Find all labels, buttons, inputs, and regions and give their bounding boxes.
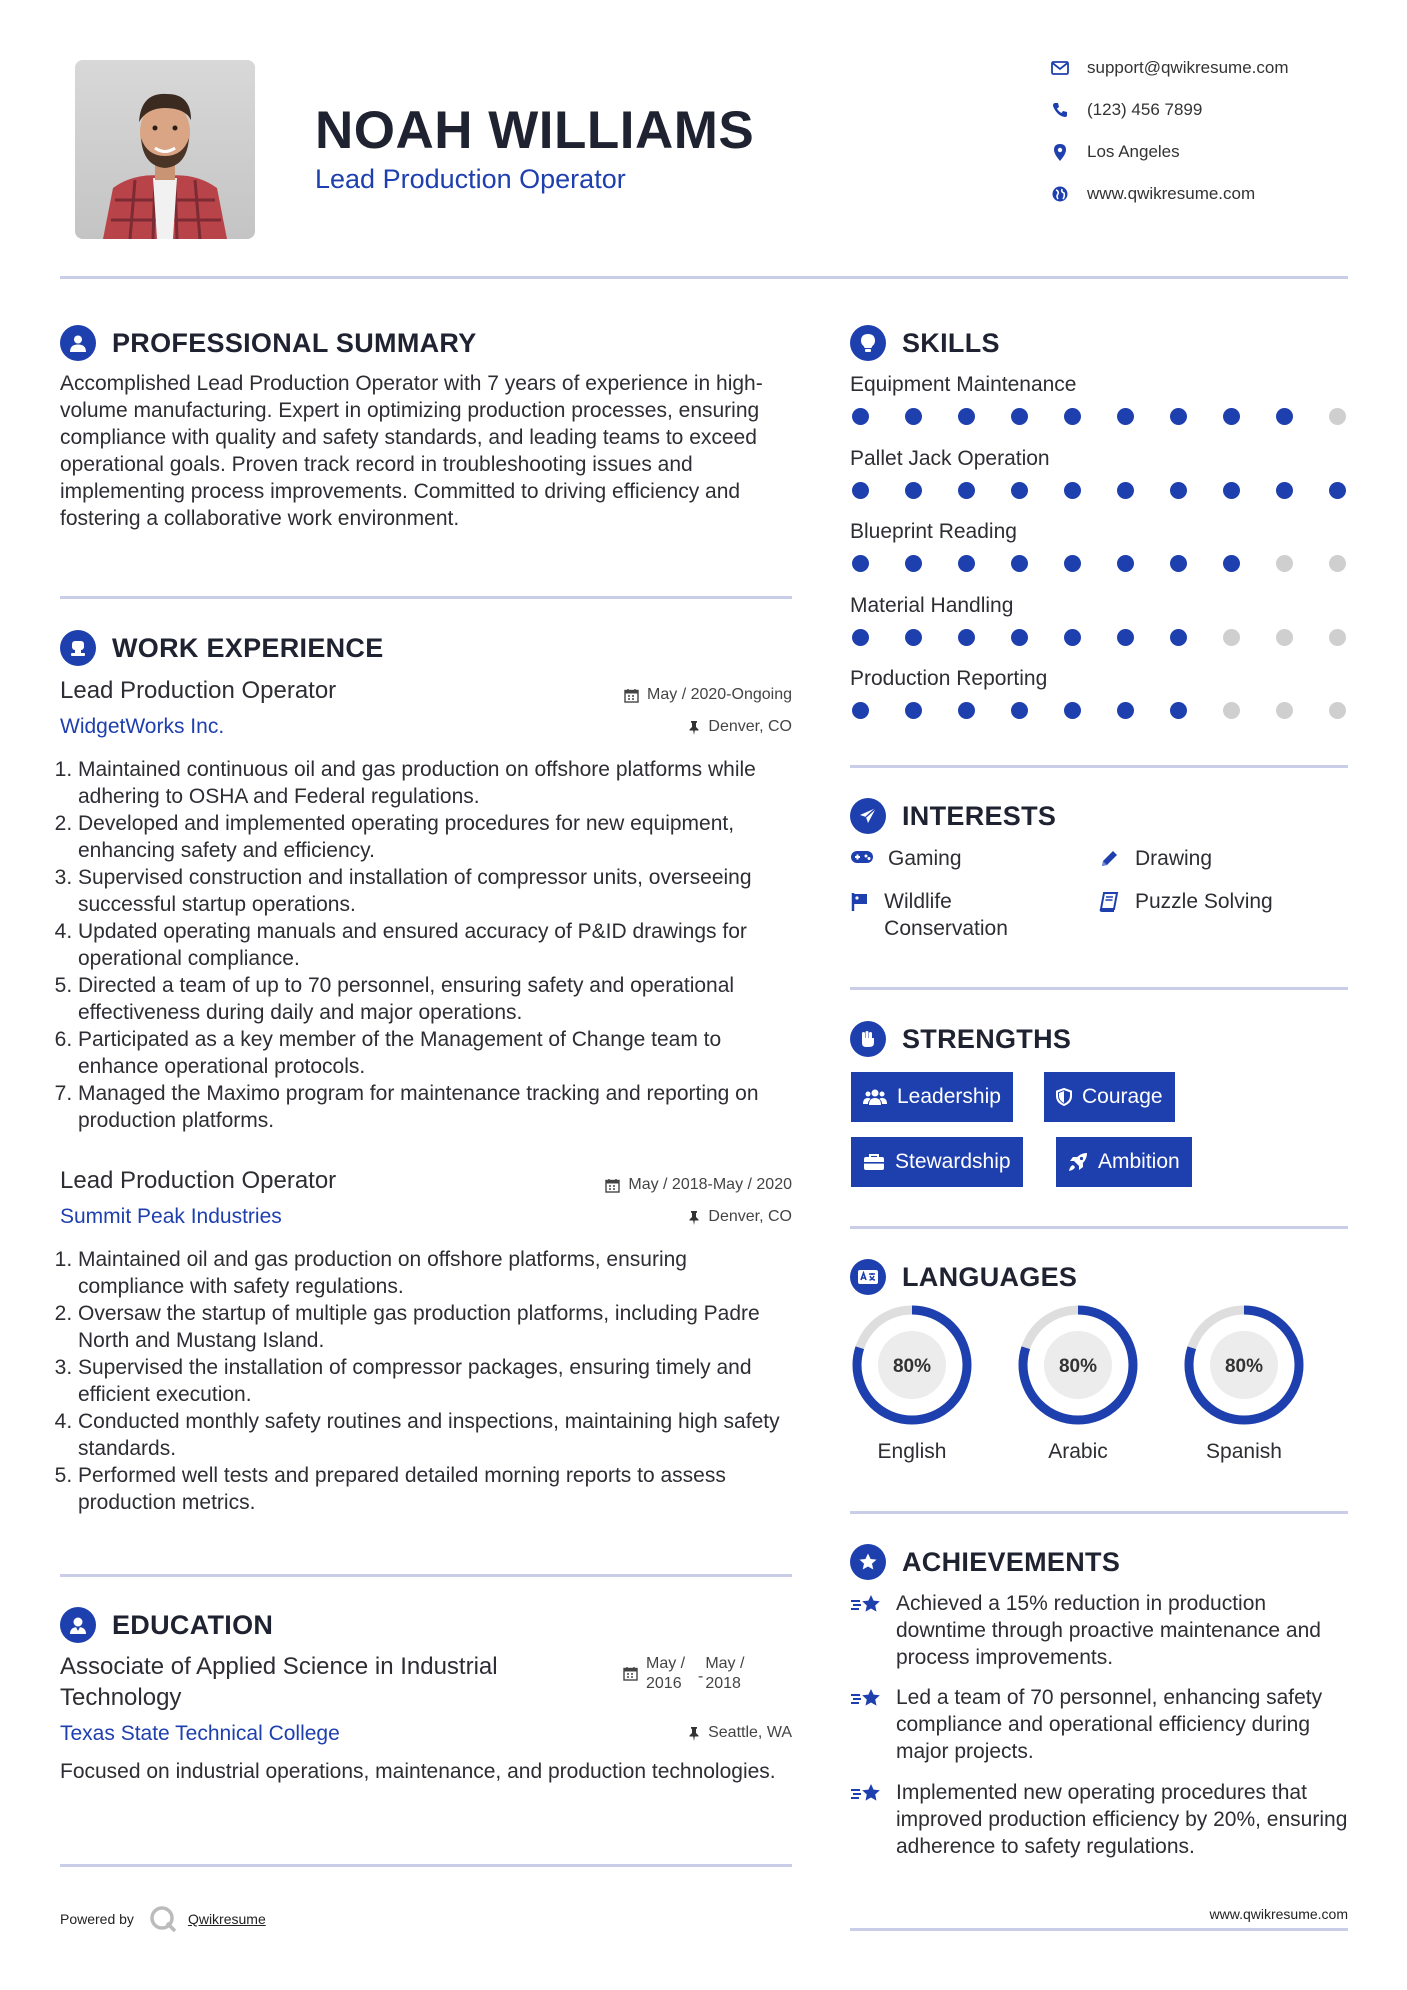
skill-dot-filled (1064, 408, 1081, 425)
job-1-dates-text: May / 2020-Ongoing (647, 686, 792, 703)
interest-item (1097, 888, 1273, 915)
strength-label: Ambition (1098, 1150, 1180, 1173)
education-title: EDUCATION (112, 1609, 274, 1640)
footer-divider (850, 1928, 1348, 1931)
strengths-divider (850, 1226, 1348, 1229)
job-2-location (540, 1208, 792, 1226)
strength-tag (1044, 1072, 1175, 1122)
skill-dot-filled (958, 629, 975, 646)
skill-dot-filled (852, 482, 869, 499)
education-description: Focused on industrial operations, maintenance, and production technologies. (60, 1760, 776, 1783)
qwikresume-logo-icon (148, 1904, 180, 1934)
skill-dot-filled (958, 555, 975, 572)
job-1-duty: 3. Supervised construction and installation of compressor units, overseeing successful startup operations. (78, 864, 795, 918)
interests-title: INTERESTS (902, 800, 1057, 831)
skill-dot-filled (852, 408, 869, 425)
contact-website[interactable] (1050, 184, 1255, 204)
strength-tag (851, 1137, 1023, 1187)
achievement-text: Implemented new operating procedures that improved production efficiency by 20%, ensuring adherence to safety regulations. (896, 1781, 1348, 1858)
languages-title: LANGUAGES (902, 1261, 1078, 1292)
summary-title: PROFESSIONAL SUMMARY (112, 327, 477, 358)
contact-website-text: www.qwikresume.com (1087, 184, 1256, 203)
education-heading (60, 1607, 273, 1643)
job-2-duties (60, 1246, 795, 1516)
skill-dot-empty (1223, 629, 1240, 646)
contact-phone[interactable] (1050, 100, 1202, 120)
skill-name: Pallet Jack Operation (850, 447, 1050, 470)
skill-dot-filled (1064, 702, 1081, 719)
language-progress-ring (1016, 1303, 1140, 1427)
skill-dot-empty (1329, 629, 1346, 646)
map-pin-icon (1050, 144, 1070, 161)
phone-icon (1050, 102, 1070, 118)
job-2-duty: 2. Oversaw the startup of multiple gas production platforms, including Padre North and Mustang Island. (78, 1300, 795, 1354)
job-2-company: Summit Peak Industries (60, 1205, 282, 1228)
job-1-company: WidgetWorks Inc. (60, 715, 225, 738)
skill-name: Material Handling (850, 594, 1014, 617)
summary-text: Accomplished Lead Production Operator with 7 years of experience in high-volume manufacturing. Expert in optimizing production processes, ensuring compliance with quality and safety standards, and leading teams to exceed operational goals. Proven track record in troubleshooting issues and implementing process improvements. Committed to driving efficiency and fostering a collaborative work environment. (60, 372, 763, 530)
calendar-icon (624, 688, 639, 703)
education-dates (623, 1654, 755, 1694)
candidate-name: NOAH WILLIAMS (315, 101, 755, 160)
skill-rating (852, 555, 1346, 572)
pencil-icon (1097, 845, 1121, 869)
skill-dot-filled (852, 702, 869, 719)
job-2-dates (540, 1176, 792, 1194)
language-percent-label: 80% (1224, 1356, 1264, 1377)
education-date-start: May / 2016 (646, 1655, 686, 1692)
skills-title: SKILLS (902, 327, 1000, 358)
skill-dot-filled (1223, 482, 1240, 499)
skill-dot-filled (1011, 702, 1028, 719)
interest-label: Puzzle Solving (1135, 890, 1273, 913)
language-name: Arabic (1048, 1440, 1108, 1463)
qwikresume-link[interactable]: Qwikresume (187, 1911, 266, 1927)
experience-heading (60, 630, 384, 666)
skill-dot-filled (905, 702, 922, 719)
job-1-title: Lead Production Operator (60, 677, 337, 704)
skill-dot-filled (1117, 629, 1134, 646)
skill-dot-filled (1011, 482, 1028, 499)
rocket-icon (1068, 1152, 1088, 1172)
graduate-icon (60, 1607, 96, 1643)
job-2-duty: 4. Conducted monthly safety routines and inspections, maintaining high safety standards. (78, 1408, 795, 1462)
interest-label: Drawing (1135, 847, 1213, 870)
skill-name: Blueprint Reading (850, 520, 1017, 543)
achievements-title: ACHIEVEMENTS (902, 1546, 1121, 1577)
strengths-heading (850, 1021, 1071, 1057)
language-percent-label: 80% (892, 1356, 932, 1377)
skill-dot-empty (1329, 555, 1346, 572)
powered-by-label: Powered by (60, 1911, 134, 1927)
skills-divider (850, 765, 1348, 768)
education-school: Texas State Technical College (60, 1722, 340, 1745)
job-1-duties (60, 756, 795, 1134)
skill-dot-filled (1170, 408, 1187, 425)
skill-dot-empty (1276, 555, 1293, 572)
skill-dot-filled (1170, 482, 1187, 499)
job-2-location-text: Denver, CO (708, 1208, 792, 1225)
skill-dot-filled (905, 629, 922, 646)
shooting-star-icon (850, 1684, 886, 1765)
skill-name: Production Reporting (850, 667, 1048, 690)
language-progress-ring (1182, 1303, 1306, 1427)
skill-dot-filled (1011, 555, 1028, 572)
skill-dot-filled (1064, 629, 1081, 646)
job-1-duty: 1. Maintained continuous oil and gas production on offshore platforms while adhering to OSHA and Federal regulations. (78, 756, 795, 810)
strengths-title: STRENGTHS (902, 1023, 1072, 1054)
interests-heading (850, 798, 1056, 834)
calendar-icon (605, 1178, 620, 1193)
pushpin-icon (688, 1210, 700, 1225)
skills-heading (850, 325, 1000, 361)
skill-dot-filled (1170, 555, 1187, 572)
shooting-star-icon (850, 1779, 886, 1860)
powered-by (60, 1904, 266, 1934)
skill-dot-empty (1276, 629, 1293, 646)
job-2-duty: 5. Performed well tests and prepared detailed morning reports to assess production metrics. (78, 1462, 795, 1516)
contact-location-text: Los Angeles (1087, 142, 1180, 161)
language-card-icon (850, 1259, 886, 1295)
job-1-location (540, 718, 792, 736)
skill-dot-filled (1170, 702, 1187, 719)
strength-label: Stewardship (895, 1150, 1011, 1173)
gamepad-icon (850, 845, 874, 865)
person-portrait-image (75, 60, 255, 239)
skill-dot-filled (905, 555, 922, 572)
star-badge-icon (850, 1544, 886, 1580)
achievement-item (850, 1684, 1350, 1765)
job-2-duty: 3. Supervised the installation of compressor packages, ensuring timely and efficient execution. (78, 1354, 795, 1408)
shooting-star-icon (850, 1590, 886, 1671)
skill-dot-filled (958, 702, 975, 719)
envelope-icon (1050, 61, 1070, 75)
skill-dot-filled (1223, 408, 1240, 425)
globe-icon (1050, 186, 1070, 202)
skill-dot-filled (852, 555, 869, 572)
interests-divider (850, 987, 1348, 990)
skill-dot-filled (1117, 555, 1134, 572)
skill-dot-empty (1329, 702, 1346, 719)
strength-label: Leadership (897, 1085, 1001, 1108)
strength-tag (851, 1072, 1013, 1122)
language-name: Spanish (1206, 1440, 1282, 1463)
summary-heading (60, 325, 477, 361)
briefcase-icon (863, 1153, 885, 1171)
briefcase-user-icon (60, 630, 96, 666)
fist-icon (850, 1021, 886, 1057)
education-location-text: Seattle, WA (708, 1724, 792, 1741)
interest-label: Wildlife Conservation (884, 890, 1008, 940)
shield-icon (1056, 1088, 1072, 1106)
skill-dot-filled (1064, 482, 1081, 499)
skill-dot-filled (958, 408, 975, 425)
achievement-text: Led a team of 70 personnel, enhancing safety compliance and operational efficiency during major projects. (896, 1686, 1323, 1763)
profile-photo (75, 60, 255, 239)
book-icon (1097, 888, 1121, 912)
interest-item (850, 888, 1050, 942)
language-progress-ring (850, 1303, 974, 1427)
skill-name: Equipment Maintenance (850, 373, 1077, 396)
interest-item (1097, 845, 1212, 872)
education-divider (60, 1864, 792, 1867)
skill-rating (852, 482, 1346, 499)
achievement-text: Achieved a 15% reduction in production downtime through proactive maintenance and process improvements. (896, 1592, 1321, 1669)
skill-dot-empty (1276, 702, 1293, 719)
job-2-title: Lead Production Operator (60, 1167, 337, 1194)
job-1-duty: 4. Updated operating manuals and ensured accuracy of P&ID drawings for operational compliance. (78, 918, 795, 972)
summary-divider (60, 596, 792, 599)
skill-dot-filled (1011, 629, 1028, 646)
skill-rating (852, 702, 1346, 719)
skill-rating (852, 408, 1346, 425)
achievement-item (850, 1590, 1350, 1671)
skill-dot-filled (1117, 702, 1134, 719)
skill-dot-filled (1117, 482, 1134, 499)
calendar-icon (623, 1666, 638, 1681)
interest-label: Gaming (888, 847, 962, 870)
education-date-separator: - (698, 1668, 704, 1685)
achievements-heading (850, 1544, 1120, 1580)
skill-dot-filled (1170, 629, 1187, 646)
skill-dot-filled (852, 629, 869, 646)
job-1-dates (540, 686, 792, 704)
skill-dot-filled (1011, 408, 1028, 425)
experience-divider (60, 1574, 792, 1577)
paper-plane-icon (850, 798, 886, 834)
interest-item (850, 845, 962, 872)
languages-heading (850, 1259, 1077, 1295)
contact-email[interactable] (1050, 58, 1289, 78)
contact-email-text: support@qwikresume.com (1087, 58, 1289, 77)
paw-flag-icon (850, 888, 870, 912)
skill-dot-filled (1223, 555, 1240, 572)
job-1-duty: 2. Developed and implemented operating procedures for new equipment, enhancing safety and efficiency. (78, 810, 795, 864)
footer-website[interactable]: www.qwikresume.com (1209, 1906, 1348, 1922)
header-divider (60, 276, 1348, 279)
language-percent-label: 80% (1058, 1356, 1098, 1377)
language-name: English (877, 1440, 947, 1463)
job-2-dates-text: May / 2018-May / 2020 (628, 1176, 792, 1193)
skill-dot-empty (1329, 408, 1346, 425)
experience-title: WORK EXPERIENCE (112, 632, 384, 663)
skill-dot-filled (1276, 482, 1293, 499)
job-2-duty: 1. Maintained oil and gas production on offshore platforms, ensuring compliance with safety regulations. (78, 1246, 795, 1300)
job-1-duty: 5. Directed a team of up to 70 personnel, ensuring safety and operational effectiveness during daily and major operations. (78, 972, 795, 1026)
strength-tag (1056, 1137, 1192, 1187)
pushpin-icon (688, 720, 700, 735)
skill-dot-filled (905, 408, 922, 425)
job-1-location-text: Denver, CO (708, 718, 792, 735)
contact-location (1050, 142, 1180, 162)
skill-dot-filled (1329, 482, 1346, 499)
education-date-end: May / 2018 (705, 1655, 745, 1692)
job-1-duty: 7. Managed the Maximo program for maintenance tracking and reporting on production platforms. (78, 1080, 795, 1134)
skill-rating (852, 629, 1346, 646)
candidate-role: Lead Production Operator (315, 164, 626, 194)
pushpin-icon (688, 1726, 700, 1741)
skill-dot-filled (958, 482, 975, 499)
contact-phone-text: (123) 456 7899 (1087, 100, 1203, 119)
job-1-duty: 6. Participated as a key member of the Management of Change team to enhance operational protocols. (78, 1026, 795, 1080)
user-icon (60, 325, 96, 361)
strength-label: Courage (1082, 1085, 1163, 1108)
skill-dot-filled (905, 482, 922, 499)
skill-dot-filled (1064, 555, 1081, 572)
skill-dot-filled (1276, 408, 1293, 425)
education-degree: Associate of Applied Science in Industrial Technology (60, 1653, 498, 1711)
skill-dot-empty (1223, 702, 1240, 719)
languages-divider (850, 1511, 1348, 1514)
users-icon (863, 1088, 887, 1106)
lightbulb-icon (850, 325, 886, 361)
skill-dot-filled (1117, 408, 1134, 425)
achievement-item (850, 1779, 1350, 1860)
education-location (540, 1724, 792, 1742)
